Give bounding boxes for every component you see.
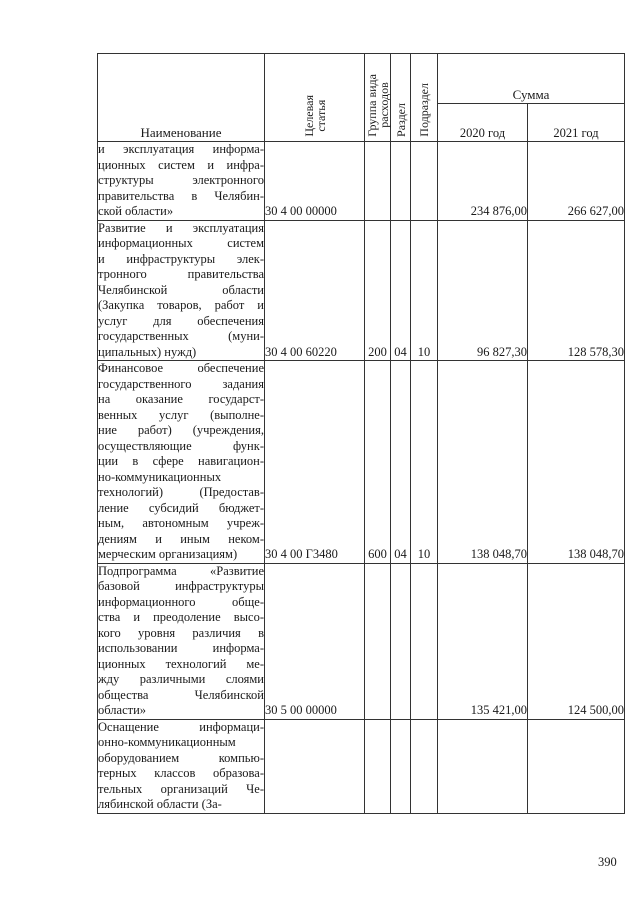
row-sum-2021: 266 627,00	[528, 142, 625, 221]
header-razdel-label: Раздел	[393, 103, 408, 137]
row-podrazdel	[411, 563, 438, 719]
row-name-line: лябинской области (За-	[98, 797, 222, 811]
row-sum-2020	[438, 719, 528, 813]
header-group	[365, 54, 391, 142]
header-year-2020: 2020 год	[438, 103, 528, 141]
row-name-line: терных классов образова-	[98, 766, 264, 780]
row-sum-2021: 124 500,00	[528, 563, 625, 719]
row-sum-2020: 135 421,00	[438, 563, 528, 719]
row-name-line: осуществляющие функ-	[98, 438, 264, 453]
header-year-2021: 2021 год	[528, 103, 625, 141]
row-name-line: информационных систем	[98, 236, 264, 250]
row-sum-2020: 234 876,00	[438, 142, 528, 221]
row-name-line: Развитие и эксплуатация	[98, 220, 264, 235]
row-name-line: ципальных) нужд)	[98, 344, 197, 359]
row-podrazdel: 10	[411, 220, 438, 361]
header-target-label: Целевая статья	[301, 95, 328, 137]
row-expense-group	[365, 719, 391, 813]
row-name-line: Челябинской области	[98, 282, 264, 297]
row-name-line: ционных систем и инфра-	[98, 157, 264, 172]
row-name-line: на оказание государст-	[98, 392, 264, 406]
row-name-line: венных услуг (выполне-	[98, 407, 264, 422]
row-sum-2020: 96 827,30	[438, 220, 528, 361]
row-name-line: мерческим организациям)	[98, 547, 238, 561]
row-podrazdel	[411, 719, 438, 813]
row-target-code	[265, 719, 365, 813]
table-row	[98, 719, 625, 813]
header-group-label: Группа вида расходов	[364, 74, 391, 137]
row-name-line: тельных организаций Че-	[98, 781, 264, 796]
row-name-line: базовой инфраструктуры	[98, 579, 264, 593]
row-name-line: информационного обще-	[98, 594, 264, 609]
row-name	[98, 142, 265, 221]
row-expense-group: 600	[365, 361, 391, 564]
row-name-line: и инфраструктуры элек-	[98, 251, 264, 266]
table-row	[98, 361, 625, 564]
row-name-line: технологий) (Предостав-	[98, 485, 264, 499]
row-target-code: 30 4 00 Г3480	[265, 361, 365, 564]
table-row	[98, 563, 625, 719]
row-target-code: 30 4 00 00000	[265, 142, 365, 221]
header-name: Наименование	[98, 54, 265, 142]
header-target	[265, 54, 365, 142]
table-row	[98, 220, 625, 361]
row-name-line: кого уровня различия в	[98, 625, 264, 640]
row-name-line: Финансовое обеспечение	[98, 361, 264, 375]
row-name-line: государственного задания	[98, 376, 264, 391]
row-razdel: 04	[391, 220, 411, 361]
row-name-line: ционных технологий ме-	[98, 656, 264, 671]
row-name-line: использовании информа-	[98, 641, 264, 655]
row-name-line: оборудованием компью-	[98, 750, 264, 765]
row-name-line: ции в сфере навигацион-	[98, 454, 264, 468]
row-sum-2021: 128 578,30	[528, 220, 625, 361]
row-name-line: услуг для обеспечения	[98, 313, 264, 328]
row-podrazdel	[411, 142, 438, 221]
header-podrazdel-label: Подраздел	[417, 83, 431, 137]
table-row	[98, 142, 625, 221]
row-name	[98, 361, 265, 564]
row-name-line: Подпрограмма «Развитие	[98, 563, 264, 578]
row-name-line: жду различными слоями	[98, 672, 264, 686]
row-name	[98, 563, 265, 719]
row-name-line: ление субсидий бюджет-	[98, 500, 264, 515]
row-name-line: ние работ) (учреждения,	[98, 423, 264, 437]
header-sum: Сумма	[438, 54, 625, 104]
row-razdel	[391, 142, 411, 221]
header-razdel	[391, 54, 411, 142]
row-name-line: тронного правительства	[98, 267, 264, 281]
header-podrazdel	[411, 54, 438, 142]
row-name-line: правительства в Челябин-	[98, 188, 264, 203]
row-name-line: Оснащение информаци-	[98, 719, 264, 734]
row-razdel	[391, 719, 411, 813]
row-name-line: ской области»	[98, 204, 174, 218]
row-name-line: области»	[98, 703, 147, 717]
row-name	[98, 220, 265, 361]
row-name-line: структуры электронного	[98, 173, 264, 187]
row-expense-group	[365, 142, 391, 221]
row-name-line: (Закупка товаров, работ и	[98, 298, 264, 312]
row-razdel	[391, 563, 411, 719]
row-sum-2021	[528, 719, 625, 813]
row-podrazdel: 10	[411, 361, 438, 564]
row-name-line: дениям и иным неком-	[98, 531, 264, 546]
row-name-line: онно-коммуникационным	[98, 735, 236, 749]
row-name	[98, 719, 265, 813]
row-expense-group	[365, 563, 391, 719]
row-name-line: государственных (муни-	[98, 329, 264, 343]
row-name-line: ным, автономным учреж-	[98, 516, 264, 530]
budget-table	[97, 53, 625, 814]
page-number: 390	[598, 855, 617, 869]
row-target-code: 30 4 00 60220	[265, 220, 365, 361]
row-target-code: 30 5 00 00000	[265, 563, 365, 719]
row-expense-group: 200	[365, 220, 391, 361]
row-name-line: общества Челябинской	[98, 687, 264, 702]
table-body	[98, 142, 625, 814]
row-sum-2021: 138 048,70	[528, 361, 625, 564]
row-sum-2020: 138 048,70	[438, 361, 528, 564]
row-razdel: 04	[391, 361, 411, 564]
row-name-line: ства и преодоление высо-	[98, 610, 264, 624]
row-name-line: и эксплуатация информа-	[98, 142, 264, 156]
row-name-line: но-коммуникационных	[98, 469, 222, 484]
